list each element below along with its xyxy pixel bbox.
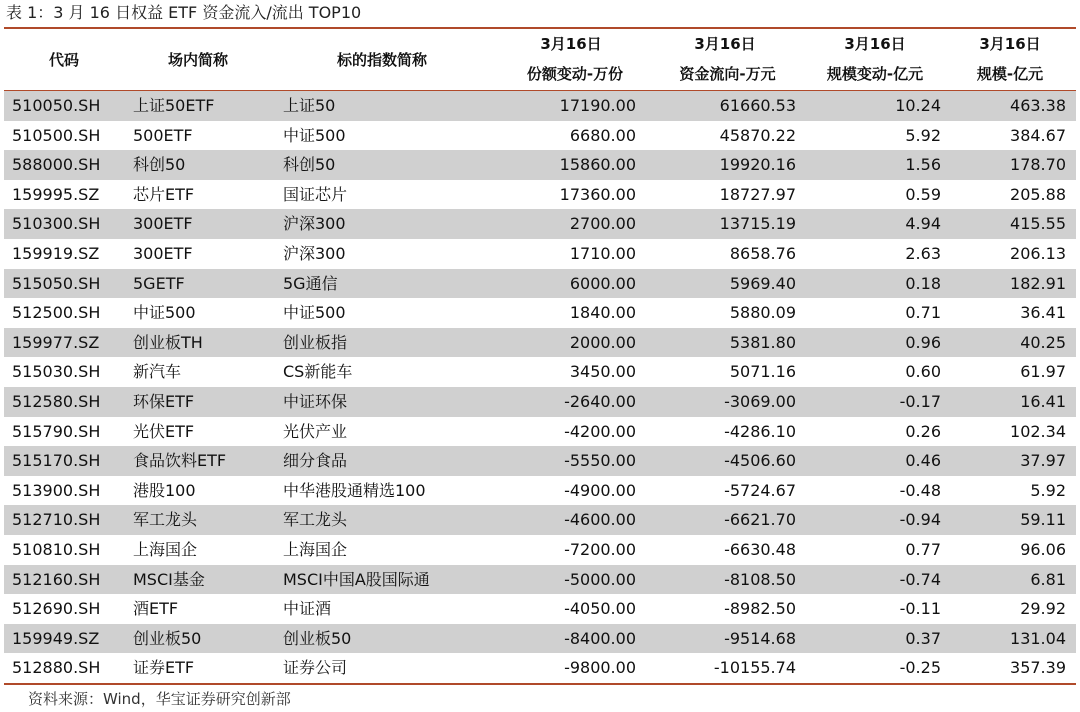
cell-name: 科创50 — [133, 155, 186, 175]
cell-code: 159949.SZ — [12, 628, 100, 648]
cell-index: 科创50 — [283, 155, 336, 175]
cell-index: 沪深300 — [283, 214, 346, 234]
cell-share-change: -4200.00 — [564, 421, 636, 441]
cell-scale-change: -0.11 — [899, 599, 941, 619]
cell-fund-flow: 45870.22 — [719, 125, 796, 145]
cell-scale: 384.67 — [1010, 125, 1066, 145]
cell-code: 588000.SH — [12, 155, 101, 175]
table-row — [4, 535, 1076, 565]
cell-scale: 36.41 — [1020, 303, 1066, 323]
cell-scale-change: 2.63 — [905, 243, 941, 263]
cell-fund-flow: 19920.16 — [719, 155, 796, 175]
cell-scale-change: 0.37 — [905, 628, 941, 648]
cell-fund-flow: 8658.76 — [729, 243, 796, 263]
cell-share-change: 17360.00 — [559, 184, 636, 204]
cell-name: 创业板50 — [133, 628, 202, 648]
cell-code: 510810.SH — [12, 539, 101, 559]
cell-share-change: 1710.00 — [569, 243, 636, 263]
table-row — [4, 624, 1076, 654]
cell-name: 创业板TH — [133, 332, 203, 352]
cell-scale: 59.11 — [1020, 510, 1066, 530]
cell-index: 5G通信 — [283, 273, 338, 293]
header-scale-change: 规模变动-亿元 — [826, 65, 924, 83]
cell-fund-flow: -4506.60 — [724, 451, 796, 471]
cell-scale: 415.55 — [1010, 214, 1066, 234]
header-fund-flow: 资金流向-万元 — [679, 65, 776, 83]
cell-name: 中证500 — [133, 303, 196, 323]
table-row — [4, 239, 1076, 269]
cell-name: 军工龙头 — [133, 510, 198, 530]
cell-share-change: -4600.00 — [564, 510, 636, 530]
cell-scale: 463.38 — [1010, 96, 1066, 115]
cell-code: 510050.SH — [12, 96, 101, 115]
cell-index: 军工龙头 — [283, 510, 348, 530]
table-row — [4, 387, 1076, 417]
cell-name: 光伏ETF — [133, 421, 195, 441]
cell-share-change: 6680.00 — [569, 125, 636, 145]
cell-name: 新汽车 — [133, 362, 182, 382]
cell-name: 酒ETF — [133, 599, 179, 619]
cell-fund-flow: 5969.40 — [729, 273, 796, 293]
cell-scale: 37.97 — [1020, 451, 1066, 471]
cell-code: 515050.SH — [12, 273, 101, 293]
cell-share-change: -2640.00 — [564, 391, 636, 411]
cell-scale-change: 0.60 — [905, 362, 941, 382]
cell-scale-change: 4.94 — [905, 214, 941, 234]
cell-fund-flow: -10155.74 — [713, 658, 796, 678]
cell-code: 515030.SH — [12, 362, 101, 382]
cell-fund-flow: 18727.97 — [719, 184, 796, 204]
header-date-col5: 3月16日 — [694, 35, 756, 53]
cell-share-change: -8400.00 — [564, 628, 636, 648]
cell-name: 上海国企 — [133, 539, 198, 559]
cell-fund-flow: -9514.68 — [724, 628, 796, 648]
cell-scale-change: 0.96 — [905, 332, 941, 352]
cell-index: 中证环保 — [283, 391, 348, 411]
cell-fund-flow: -5724.67 — [724, 480, 796, 500]
cell-name: 300ETF — [133, 243, 193, 263]
cell-index: 中证500 — [283, 125, 346, 145]
cell-scale: 96.06 — [1020, 539, 1066, 559]
table-row — [4, 180, 1076, 210]
cell-share-change: 15860.00 — [559, 155, 636, 175]
cell-scale: 16.41 — [1020, 391, 1066, 411]
header-code: 代码 — [48, 51, 79, 69]
cell-fund-flow: 5381.80 — [729, 332, 796, 352]
cell-fund-flow: 5071.16 — [729, 362, 796, 382]
cell-share-change: 1840.00 — [569, 303, 636, 323]
cell-index: 国证芯片 — [283, 184, 348, 204]
cell-fund-flow: -6621.70 — [724, 510, 796, 530]
cell-index: MSCI中国A股国际通 — [283, 569, 430, 589]
table-body — [4, 91, 1076, 683]
cell-scale-change: -0.74 — [899, 569, 941, 589]
cell-code: 159977.SZ — [12, 332, 100, 352]
cell-scale: 102.34 — [1010, 421, 1066, 441]
header-date-col6: 3月16日 — [844, 35, 906, 53]
cell-scale-change: 0.18 — [905, 273, 941, 293]
header-name: 场内简称 — [167, 51, 228, 69]
cell-code: 513900.SH — [12, 480, 101, 500]
cell-scale-change: 0.71 — [905, 303, 941, 323]
header-date-col4: 3月16日 — [540, 35, 602, 53]
cell-scale: 182.91 — [1010, 273, 1066, 293]
cell-code: 512690.SH — [12, 599, 101, 619]
cell-scale: 357.39 — [1010, 658, 1066, 678]
cell-code: 512880.SH — [12, 658, 101, 678]
cell-index: 上海国企 — [283, 539, 348, 559]
cell-scale-change: 0.59 — [905, 184, 941, 204]
cell-fund-flow: -8982.50 — [724, 599, 796, 619]
top-rule — [4, 27, 1076, 29]
cell-code: 515170.SH — [12, 451, 101, 471]
cell-scale: 178.70 — [1010, 155, 1066, 175]
cell-scale-change: 5.92 — [905, 125, 941, 145]
cell-index: 证券公司 — [283, 658, 348, 678]
cell-index: 中华港股通精选100 — [283, 480, 426, 500]
cell-code: 515790.SH — [12, 421, 101, 441]
cell-index: CS新能车 — [283, 362, 353, 382]
cell-code: 512710.SH — [12, 510, 101, 530]
table-row — [4, 653, 1076, 683]
cell-name: 芯片ETF — [133, 184, 195, 204]
cell-scale: 61.97 — [1020, 362, 1066, 382]
cell-name: 环保ETF — [133, 391, 195, 411]
cell-fund-flow: -4286.10 — [724, 421, 796, 441]
cell-code: 512500.SH — [12, 303, 101, 323]
cell-index: 光伏产业 — [283, 421, 348, 441]
cell-code: 159919.SZ — [12, 243, 100, 263]
cell-index: 沪深300 — [283, 243, 346, 263]
cell-index: 创业板指 — [283, 332, 348, 352]
cell-scale-change: -0.25 — [899, 658, 941, 678]
cell-code: 510300.SH — [12, 214, 101, 234]
cell-name: 食品饮料ETF — [133, 451, 227, 471]
header-index: 标的指数简称 — [336, 51, 427, 69]
table-row — [4, 446, 1076, 476]
cell-scale: 131.04 — [1010, 628, 1066, 648]
header-scale: 规模-亿元 — [976, 65, 1044, 83]
cell-fund-flow: 13715.19 — [719, 214, 796, 234]
table-row — [4, 209, 1076, 239]
cell-name: 上证50ETF — [133, 96, 215, 115]
cell-scale-change: 0.26 — [905, 421, 941, 441]
cell-fund-flow: -6630.48 — [724, 539, 796, 559]
table-row — [4, 121, 1076, 151]
table-row — [4, 476, 1076, 506]
cell-scale-change: 0.77 — [905, 539, 941, 559]
cell-scale-change: -0.94 — [899, 510, 941, 530]
cell-code: 159995.SZ — [12, 184, 100, 204]
header-date-col7: 3月16日 — [979, 35, 1041, 53]
table-row — [4, 269, 1076, 299]
cell-scale-change: 10.24 — [895, 96, 941, 115]
table-caption: 表 1：3 月 16 日权益 ETF 资金流入/流出 TOP10 — [6, 3, 362, 22]
cell-scale: 40.25 — [1020, 332, 1066, 352]
cell-share-change: -4900.00 — [564, 480, 636, 500]
cell-index: 创业板50 — [283, 628, 352, 648]
cell-fund-flow: -8108.50 — [724, 569, 796, 589]
table-row — [4, 505, 1076, 535]
cell-fund-flow: 5880.09 — [729, 303, 796, 323]
cell-share-change: 2700.00 — [569, 214, 636, 234]
cell-name: 港股100 — [133, 480, 196, 500]
cell-share-change: 2000.00 — [569, 332, 636, 352]
cell-scale: 6.81 — [1030, 569, 1066, 589]
cell-share-change: -5550.00 — [564, 451, 636, 471]
cell-index: 上证50 — [283, 96, 336, 115]
table-row — [4, 150, 1076, 180]
cell-share-change: -7200.00 — [564, 539, 636, 559]
header-share-change: 份额变动-万份 — [526, 65, 624, 83]
table-row — [4, 594, 1076, 624]
cell-scale: 5.92 — [1030, 480, 1066, 500]
cell-share-change: 6000.00 — [569, 273, 636, 293]
cell-scale: 205.88 — [1010, 184, 1066, 204]
cell-index: 中证500 — [283, 303, 346, 323]
source-note: 资料来源：Wind，华宝证券研究创新部 — [28, 690, 291, 708]
cell-code: 510500.SH — [12, 125, 101, 145]
table-row — [4, 565, 1076, 595]
cell-share-change: -5000.00 — [564, 569, 636, 589]
cell-code: 512580.SH — [12, 391, 101, 411]
cell-name: 5GETF — [133, 273, 185, 293]
cell-scale-change: -0.48 — [899, 480, 941, 500]
cell-scale-change: -0.17 — [899, 391, 941, 411]
cell-share-change: 17190.00 — [559, 96, 636, 115]
cell-fund-flow: 61660.53 — [719, 96, 796, 115]
cell-share-change: 3450.00 — [569, 362, 636, 382]
table-row — [4, 91, 1076, 121]
cell-index: 中证酒 — [283, 599, 332, 619]
cell-name: MSCI基金 — [133, 569, 205, 589]
cell-scale: 29.92 — [1020, 599, 1066, 619]
cell-share-change: -9800.00 — [564, 658, 636, 678]
cell-name: 证券ETF — [133, 658, 195, 678]
cell-index: 细分食品 — [283, 451, 348, 471]
cell-code: 512160.SH — [12, 569, 101, 589]
cell-scale: 206.13 — [1010, 243, 1066, 263]
table-row — [4, 298, 1076, 328]
cell-fund-flow: -3069.00 — [724, 391, 796, 411]
cell-share-change: -4050.00 — [564, 599, 636, 619]
table-row — [4, 328, 1076, 358]
cell-name: 300ETF — [133, 214, 193, 234]
cell-scale-change: 0.46 — [905, 451, 941, 471]
cell-name: 500ETF — [133, 125, 193, 145]
table-row — [4, 357, 1076, 387]
cell-scale-change: 1.56 — [905, 155, 941, 175]
table-row — [4, 417, 1076, 447]
bottom-rule — [4, 683, 1076, 685]
